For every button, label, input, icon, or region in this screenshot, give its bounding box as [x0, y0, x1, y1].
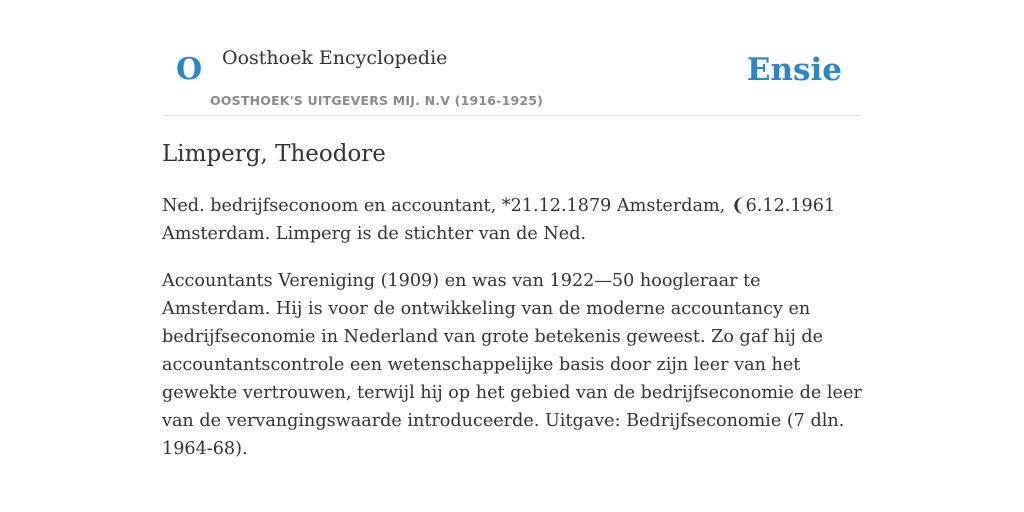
source-logo[interactable]: O — [176, 52, 203, 87]
article-paragraph: Ned. bedrijfseconoom en accountant, *21.12.1879 Amsterdam, ❨6.12.1961 Amsterdam. Limperg is de stichter van de Ned. — [162, 196, 836, 244]
source-header — [162, 0, 862, 116]
page-container — [162, 0, 862, 459]
source-title[interactable]: Oosthoek Encyclopedie — [222, 47, 448, 69]
source-subtitle: OOSTHOEK'S UITGEVERS MIJ. N.V (1916-1925) — [210, 93, 544, 108]
article-paragraph: Accountants Vereniging (1909) en was van 1922—50 hoogleraar te Amsterdam. Hij is voor de ontwikkeling van de moderne accountancy en bedrijfseconomie in Nederland van grote betekenis geweest. Zo gaf hij de accountantscontrole een wetenschappelijke basis door zijn leer van het gewekte vertrouwen, terwijl hij op het gebied van de bedrijfseconomie de leer van de vervangingswaarde introduceerde. Uitgave: Bedrijfseconomie (7 dln. 1964-68). — [162, 271, 862, 459]
article-title: Limperg, Theodore — [162, 141, 386, 167]
brand-logo[interactable]: Ensie — [746, 52, 842, 88]
